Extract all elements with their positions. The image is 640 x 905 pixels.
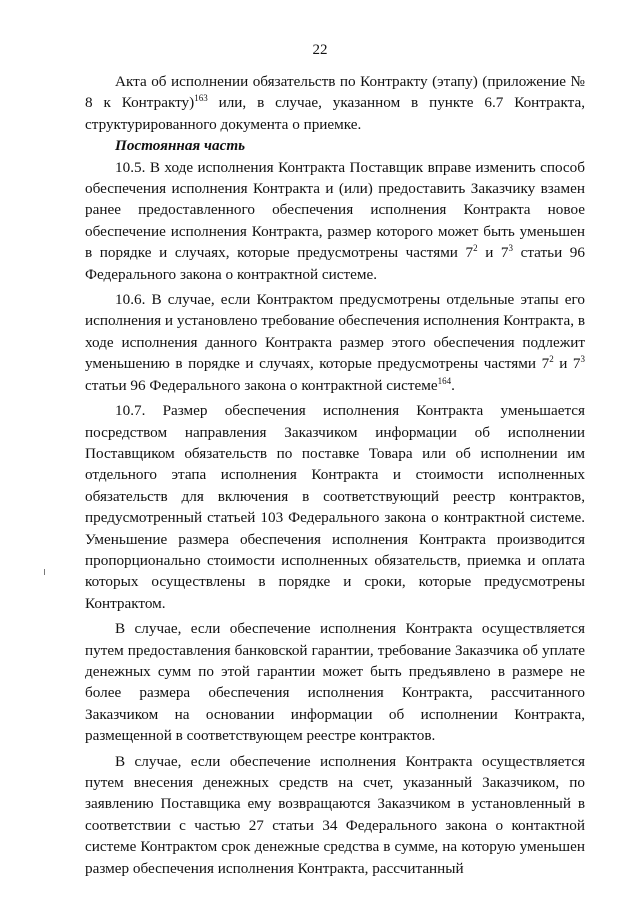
footnote-ref-164: 164 xyxy=(437,375,452,386)
p3-text-d: . xyxy=(451,376,455,394)
paragraph-10-5 xyxy=(85,157,585,285)
document-body xyxy=(85,71,585,879)
p2-text-c: статьи 96 Федерального закона о контрактной системе. xyxy=(85,244,585,283)
p2-sup-2: 3 xyxy=(508,243,514,254)
paragraph-10-7: 10.7. Размер обеспечения исполнения Контракта уменьшается посредством направления Заказчиком информации об исполнении Поставщиком обязательств по поставке Товара или об исполнении им отдельного этапа исполнения Контракта и стоимости исполненных обязательств для включения в соответствующий реестр контрактов, предусмотренный статьей 103 Федерального закона о контрактной системе. Уменьшение размера обеспечения исполнения Контракта производится пропорционально стоимости исполненных обязательств, приемка и оплата которых осуществлены в порядке и сроки, которые предусмотрены Контрактом. xyxy=(85,402,585,612)
p2-text-b: и 7 xyxy=(477,244,509,262)
p1-text-b: или, в случае, указанном в пункте 6.7 Контракта, структурированного документа о приемке. xyxy=(85,94,585,133)
paragraph-10-6 xyxy=(85,289,585,396)
p2-sup-1: 2 xyxy=(473,243,478,254)
section-heading-permanent-part: Постоянная часть xyxy=(115,137,246,155)
paragraph-cash-deposit: В случае, если обеспечение исполнения Контракта осуществляется путем внесения денежных средств на счет, указанный Заказчиком, по заявлению Поставщика ему возвращаются Заказчиком в установленный в соответствии с частью 27 статьи 34 Федерального закона о контактной системе Контрактом срок денежные средства в сумме, на которую уменьшен размер обеспечения исполнения Контракта, рассчитанный xyxy=(85,752,585,877)
footnote-ref-163: 163 xyxy=(194,93,208,104)
p2-text-a: 10.5. В ходе исполнения Контракта Поставщик вправе изменить способ обеспечения исполнения Контракта и (или) предоставить Заказчику взамен ранее предоставленного обеспечения исполнения Контракта новое обеспечение исполнения Контракта, размер которого может быть уменьшен в порядке и случаях, которые предусмотрены частями 7 xyxy=(85,158,585,262)
p3-sup-1: 2 xyxy=(549,354,554,365)
p1-text-a: Акта об исполнении обязательств по Контракту (этапу) (приложение № 8 к Контракту) xyxy=(85,73,585,112)
p3-text-c: статьи 96 Федерального закона о контрактной системе xyxy=(85,376,438,394)
paragraph-act-reference xyxy=(85,71,585,135)
p3-sup-2: 3 xyxy=(580,354,585,365)
p3-text-b: и 7 xyxy=(553,355,581,373)
page-number: 22 xyxy=(312,42,328,58)
margin-mark xyxy=(44,569,45,575)
paragraph-bank-guarantee: В случае, если обеспечение исполнения Контракта осуществляется путем предоставления банковской гарантии, требование Заказчика об уплате денежных сумм по этой гарантии может быть предъявлено в размере не более размера обеспечения исполнения Контракта, рассчитанного Заказчиком на основании информации об исполнении Контракта, размещенной в соответствующем реестре контрактов. xyxy=(85,620,585,745)
p3-text-a: 10.6. В случае, если Контрактом предусмотрены отдельные этапы его исполнения и установлено требование обеспечения исполнения Контракта, в ходе исполнения данного Контракта размер этого обеспечения подлежит уменьшению в порядке и случаях, которые предусмотрены частями 7 xyxy=(85,291,585,373)
